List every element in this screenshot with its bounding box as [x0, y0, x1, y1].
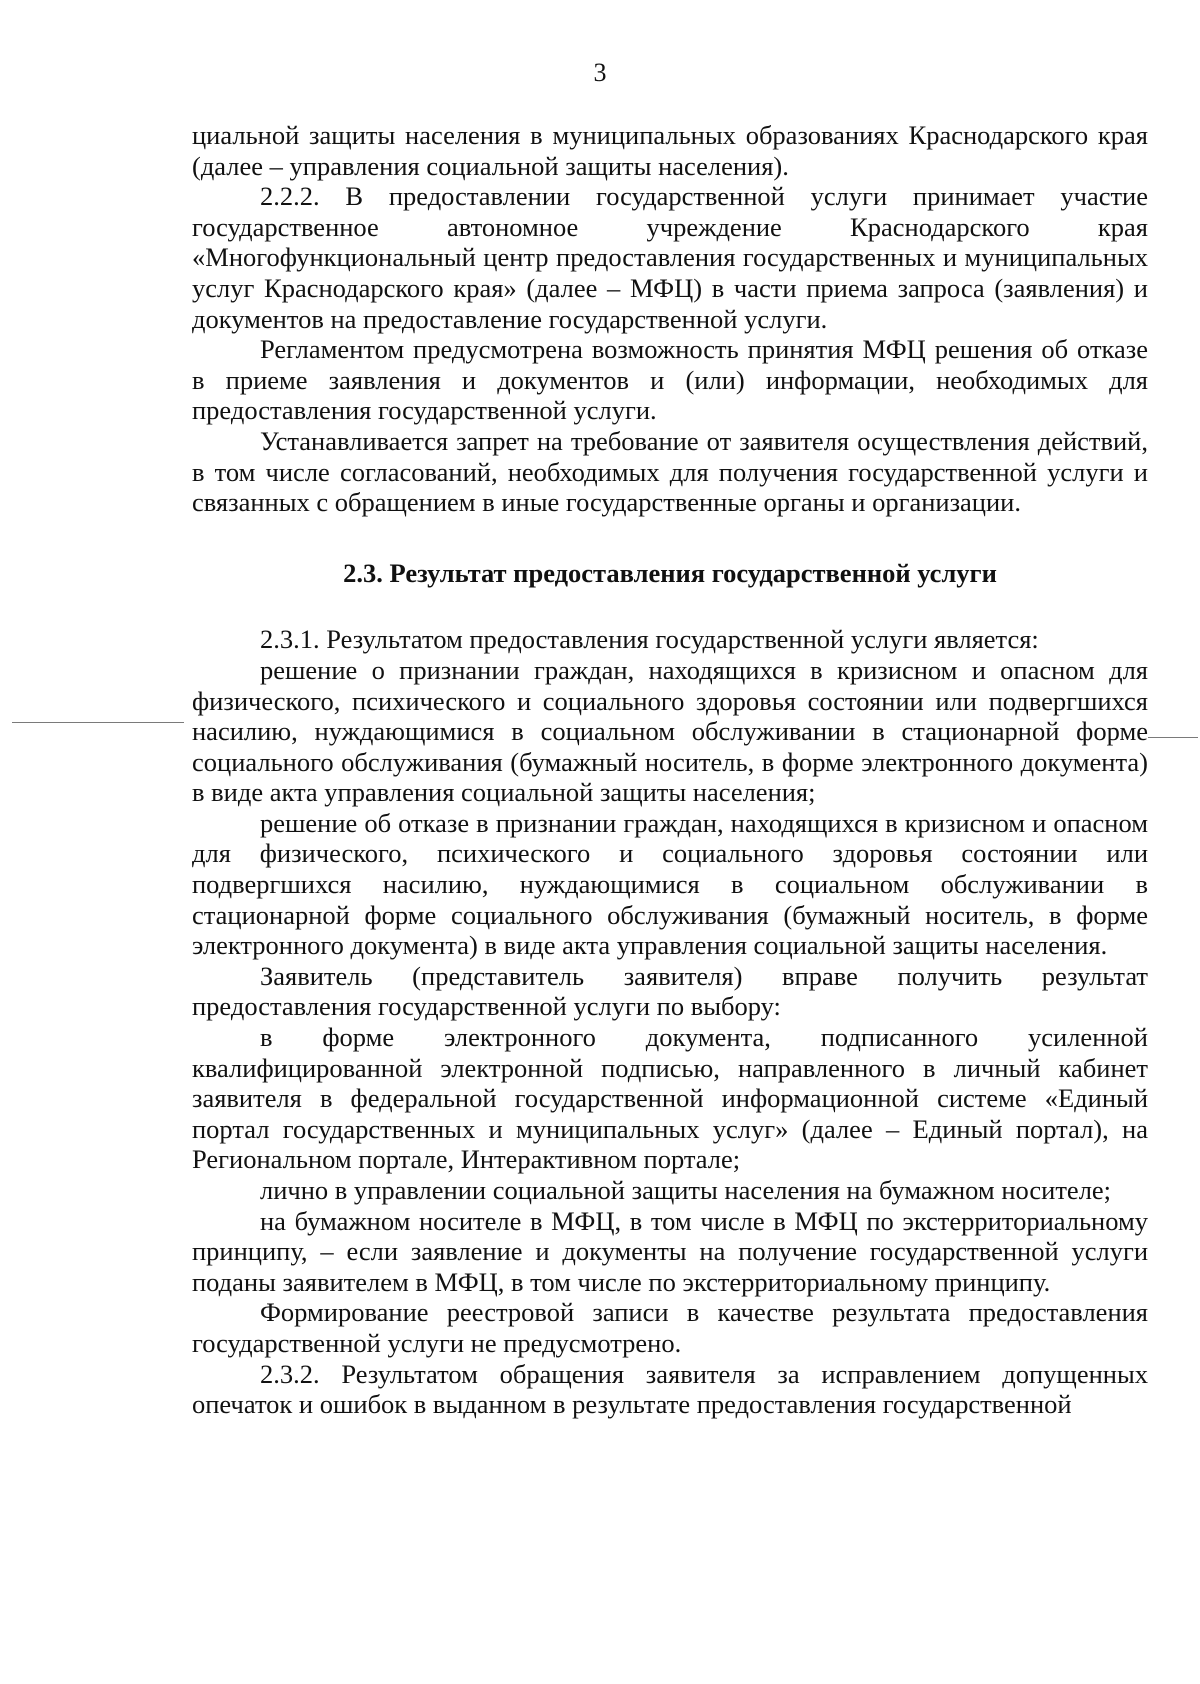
paragraph: Регламентом предусмотрена возможность принятия МФЦ решения об отказе в приеме заявления и документов и (или) информации, необходимых для предоставления государственной услуги.: [192, 334, 1148, 426]
scan-artifact-line: [1148, 737, 1198, 738]
paragraph: лично в управлении социальной защиты населения на бумажном носителе;: [260, 1175, 1112, 1205]
paragraph: Устанавливается запрет на требование от заявителя осуществления действий, в том числе согласований, необходимых для получения государственной услуги и связанных с обращением в иные государственные органы и организации.: [192, 425, 1148, 518]
paragraph: циальной защиты населения в муниципальных образованиях Краснодарского края (далее – управления социальной защиты населения).: [192, 120, 1148, 181]
document-body: [192, 120, 1148, 1420]
paragraph: 2.2.2. В предоставлении государственной услуги принимает участие государственное автономное учреждение Краснодарского края «Многофункциональный центр предоставления государственных и муниципальных услуг Краснодарского края» (далее – МФЦ) в части приема запроса (заявления) и документов на предоставление государственной услуги.: [192, 181, 1148, 334]
paragraph: 2.3.2. Результатом обращения заявителя за исправлением допущенных опечаток и ошибок в выданном в результате предоставления государственной: [192, 1358, 1148, 1420]
paragraph: решение о признании граждан, находящихся в кризисном и опасном для физического, психического и социального здоровья состоянии или подвергшихся насилию, нуждающимися в социальном обслуживании в стационарной форме социального обслуживания (бумажный носитель, в форме электронного документа) в виде акта управления социальной защиты населения;: [192, 654, 1148, 808]
paragraph: Формирование реестровой записи в качестве результата предоставления государственной услуги не предусмотрено.: [192, 1297, 1148, 1358]
paragraph: Заявитель (представитель заявителя) вправе получить результат предоставления государственной услуги по выбору:: [192, 960, 1148, 1022]
scan-artifact-line: [12, 722, 184, 723]
paragraph: на бумажном носителе в МФЦ, в том числе в МФЦ по экстерриториальному принципу, – если заявление и документы на получение государственной услуги поданы заявителем в МФЦ, в том числе по экстерриториальному принципу.: [192, 1205, 1148, 1297]
paragraph: решение об отказе в признании граждан, находящихся в кризисном и опасном для физического, психического и социального здоровья состоянии или подвергшихся насилию, нуждающимися в социальном обслуживании в стационарной форме социального обслуживания (бумажный носитель, в форме электронного документа) в виде акта управления социальной защиты населения.: [192, 807, 1148, 961]
paragraph: 2.3.1. Результатом предоставления государственной услуги является:: [260, 624, 1039, 655]
page-number: 3: [593, 58, 607, 87]
section-title: 2.3. Результат предоставления государственной услуги: [343, 557, 997, 588]
paragraph: в форме электронного документа, подписанного усиленной квалифицированной электронной подписью, направленного в личный кабинет заявителя в федеральной государственной информационной системе «Единый портал государственных и муниципальных услуг» (далее – Единый портал), на Региональном портале, Интерактивном портале;: [192, 1022, 1148, 1175]
